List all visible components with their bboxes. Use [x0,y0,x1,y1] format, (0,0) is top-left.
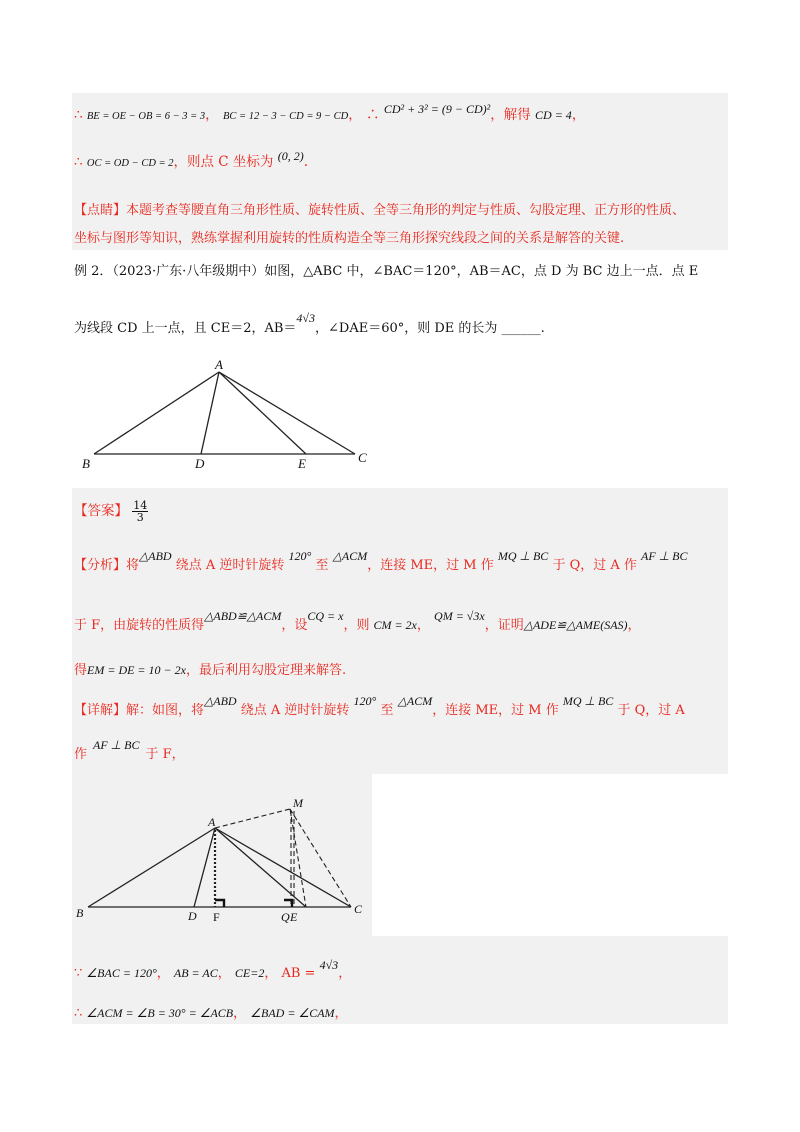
detail-text: 绕点 A 逆时针旋转 [240,703,350,718]
top-line-1: ∴ BE = OE − OB = 6 − 3 = 3， BC = 12 − 3 − CD = 9 − CD， ∴ CD² + 3² = (9 − CD)²，解得 CD = 4， [74,102,586,123]
punct: ， [338,966,352,981]
math-bc: BC = 12 − 3 − CD = 9 − CD [222,111,349,122]
detail-text: ，连接 ME，过 M 作 [432,703,559,718]
math-cong-1: △ABD≌△ACM [204,609,282,623]
math-mq-perp: MQ ⊥ BC [497,549,549,563]
math-angle: 120° [288,549,312,563]
math-cm: CM = 2x [373,618,417,632]
math-mq-perp: MQ ⊥ BC [562,694,614,708]
analysis-text: 于 F，由旋转的性质得 [74,618,205,633]
math-tri-acm: △ACM [397,694,433,708]
detail-text: 至 [380,703,394,718]
comment-line-2 [74,229,624,249]
label-M: M [293,796,303,810]
math-ab-ac: AB = AC [173,966,218,980]
math-pythag: CD² + 3² = (9 − CD)² [383,102,491,116]
therefore-symbol: ∴ [74,107,83,123]
math-qm: QM = √3x [434,609,485,623]
detail-text: 于 Q，过 A [617,703,685,718]
analysis-line-2 [74,609,641,636]
coord-text: ，则点 C 坐标为 [173,154,274,170]
math-coord: (0, 2) [277,149,304,163]
answer-fraction [132,500,148,523]
label-D: D [188,909,197,923]
answer-denominator: 3 [136,511,144,524]
punct: . [540,321,545,336]
analysis-text: 绕点 A 逆时针旋转 [175,558,285,573]
math-bad: ∠BAD = ∠CAM [250,1006,335,1020]
analysis-line-1 [74,549,688,576]
comment-text-1: 本题考查等腰直角三角形性质、旋转性质、全等三角形的判定与性质、勾股定理、正方形的性质、 [126,203,686,218]
answer-tag: 【答案】 [74,503,128,519]
punct: ， [571,107,586,123]
example-question-2a: 为线段 CD 上一点，且 CE＝2，AB＝ [74,321,297,336]
math-em: EM = DE = 10 − 2x [87,663,186,677]
because-symbol: ∵ [74,966,83,981]
label-E: E [298,456,306,471]
rotation-figure-2 [72,792,372,932]
solve-text: ，解得 [490,107,531,123]
detail-text: 作 [74,747,88,762]
label-Q: Q [281,910,290,924]
therefore-symbol: ∴ [74,154,83,170]
detail-line-1 [74,694,685,721]
top-line-2 [74,149,309,174]
math-bac: ∠BAC = 120° [86,966,157,980]
example-line-1 [74,262,698,282]
analysis-text: ，则 [343,618,370,633]
bottom-line-2: ∴ ∠ACM = ∠B = 30° = ∠ACB， ∠BAD = ∠CAM， [74,1006,348,1021]
bottom-line-1: ∵ ∠BAC = 120°， AB = AC， CE=2， AB = 4√3， [74,958,352,981]
detail-line-2 [74,738,185,765]
label-F: F [213,910,220,924]
example-line-2 [74,311,545,339]
math-acm: ∠ACM = ∠B = 30° = ∠ACB [86,1006,234,1020]
math-tri-abd: △ABD [204,694,237,708]
label-C: C [354,902,363,916]
label-B: B [76,906,84,920]
therefore-symbol: ∴ [366,107,380,123]
punct: ， [416,618,430,633]
answer-line [74,500,148,523]
answer-blank: ______ [501,321,541,336]
analysis-text: ，连接 ME，过 M 作 [367,558,494,573]
answer-numerator: 14 [133,499,148,512]
analysis-text: ，设 [281,618,308,633]
math-ab-value: 4√3 [296,311,316,325]
triangle-figure-1 [70,355,390,475]
comment-text-2: 坐标与图形等知识，熟练掌握利用旋转的性质构造全等三角形探究线段之间的关系是解答的关键. [74,231,625,246]
math-angle: 120° [353,694,377,708]
math-tri-acm: △ACM [332,549,368,563]
math-cd-result: CD = 4 [535,108,572,122]
label-E: E [290,910,298,924]
math-oc: OC = OD − CD = 2 [86,158,174,169]
detail-tag: 【详解】 [74,703,127,718]
punct: ， [334,1006,348,1021]
label-C: C [358,450,367,465]
label-A: A [215,357,223,372]
analysis-text: 将 [126,558,140,573]
analysis-text: ，证明 [484,618,524,633]
math-ce: CE=2 [234,966,265,980]
analysis-line-3 [74,660,346,681]
example-question-2b: ，∠DAE＝60°，则 DE 的长为 [315,321,498,336]
analysis-text: 得 [74,663,88,678]
label-A: A [208,815,216,829]
analysis-tag: 【分析】 [74,558,127,573]
label-B: B [82,456,90,471]
detail-text: 解：如图，将 [126,703,205,718]
math-tri-abd: △ABD [139,549,172,563]
math-af-perp: AF ⊥ BC [93,738,140,752]
math-af-perp: AF ⊥ BC [641,549,688,563]
math-ab-value: 4√3 [319,958,339,972]
analysis-text: 于 Q，过 A 作 [552,558,637,573]
analysis-text: ，最后利用勾股定理来解答. [185,663,347,678]
math-cong-2: △ADE≌△AME(SAS) [523,618,628,632]
punct: ， [627,618,641,633]
label-D: D [195,456,205,471]
math-cq: CQ = x [307,609,344,623]
math-be: BE = OE − OB = 6 − 3 = 3 [86,111,206,122]
comment-line-1 [74,201,685,221]
example-question-1: 例 2．（2023·广东·八年级期中）如图，△ABC 中，∠BAC＝120°，AB＝AC，点 D 为 BC 边上一点．点 E [74,264,699,279]
comment-tag: 【点睛】 [74,203,127,218]
math-ab-label: AB = [281,966,316,981]
therefore-symbol: ∴ [74,1006,83,1021]
analysis-text: 至 [315,558,329,573]
punct: . [303,154,309,170]
detail-text: 于 F， [145,747,185,762]
